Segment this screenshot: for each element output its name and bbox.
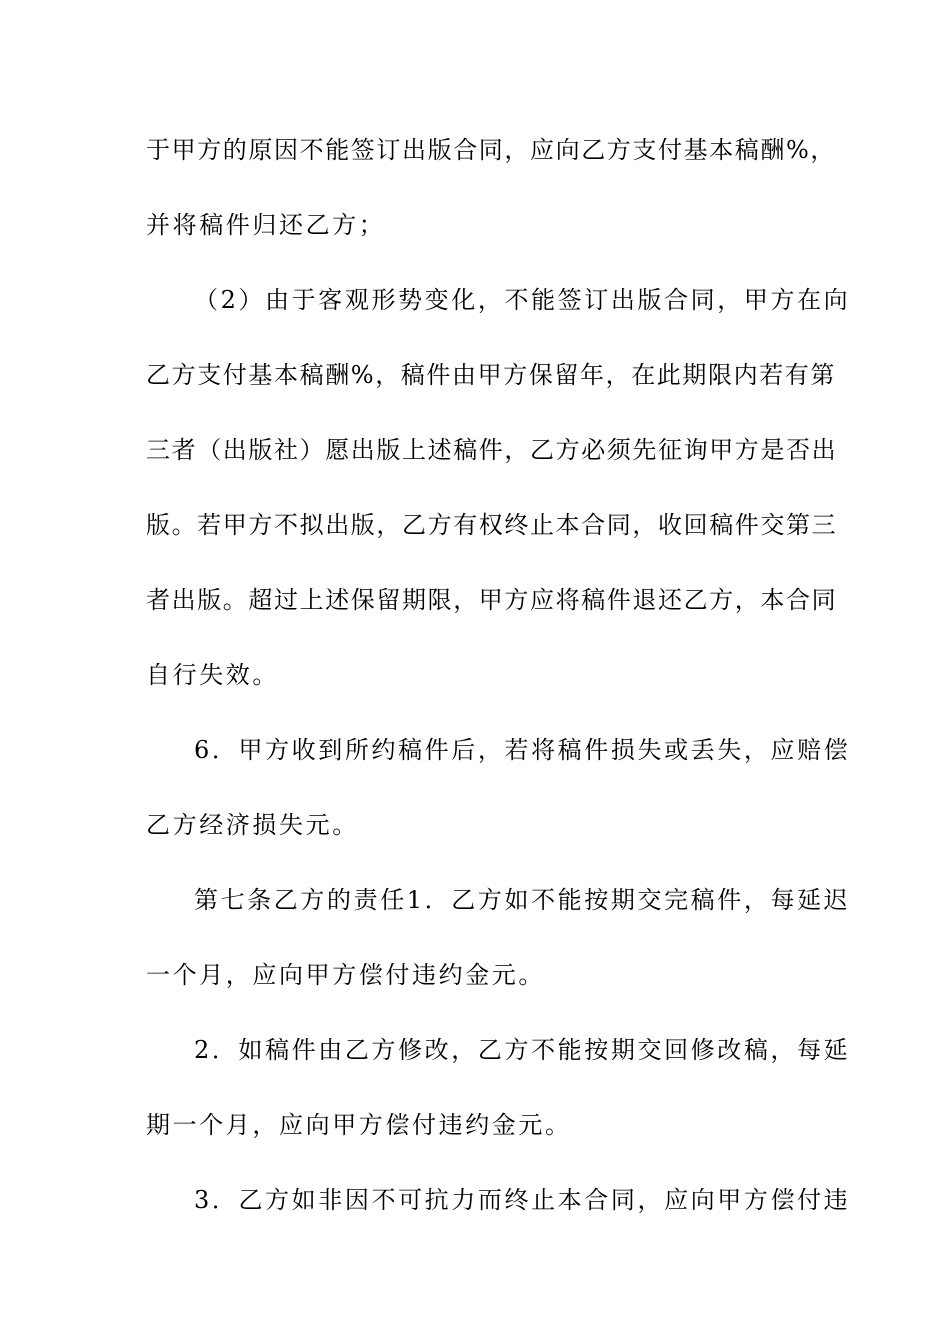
paragraph-line-15: 3．乙方如非因不可抗力而终止本合同，应向甲方偿付违 xyxy=(194,1186,851,1214)
paragraph-line-4: 乙方支付基本稿酬%，稿件由甲方保留年，在此期限内若有第 xyxy=(146,361,837,389)
paragraph-line-9: 6．甲方收到所约稿件后，若将稿件损失或丢失，应赔偿 xyxy=(194,736,851,764)
paragraph-line-6: 版。若甲方不拟出版，乙方有权终止本合同，收回稿件交第三 xyxy=(146,511,838,539)
paragraph-line-3: （2）由于客观形势变化，不能签订出版合同，甲方在向 xyxy=(194,286,851,314)
paragraph-line-12: 一个月，应向甲方偿付违约金元。 xyxy=(146,961,545,989)
paragraph-line-7: 者出版。超过上述保留期限，甲方应将稿件退还乙方，本合同 xyxy=(146,586,838,614)
paragraph-line-1: 于甲方的原因不能签订出版合同，应向乙方支付基本稿酬%， xyxy=(146,136,837,164)
paragraph-line-13: 2．如稿件由乙方修改，乙方不能按期交回修改稿，每延 xyxy=(194,1036,851,1064)
paragraph-line-14: 期一个月，应向甲方偿付违约金元。 xyxy=(146,1111,572,1139)
paragraph-line-5: 三者（出版社）愿出版上述稿件，乙方必须先征询甲方是否出 xyxy=(146,436,838,464)
paragraph-line-11: 第七条乙方的责任1．乙方如不能按期交完稿件，每延迟 xyxy=(194,886,851,914)
paragraph-line-8: 自行失效。 xyxy=(146,661,279,689)
paragraph-line-10: 乙方经济损失元。 xyxy=(146,811,359,839)
paragraph-line-2: 并将稿件归还乙方； xyxy=(146,211,386,239)
